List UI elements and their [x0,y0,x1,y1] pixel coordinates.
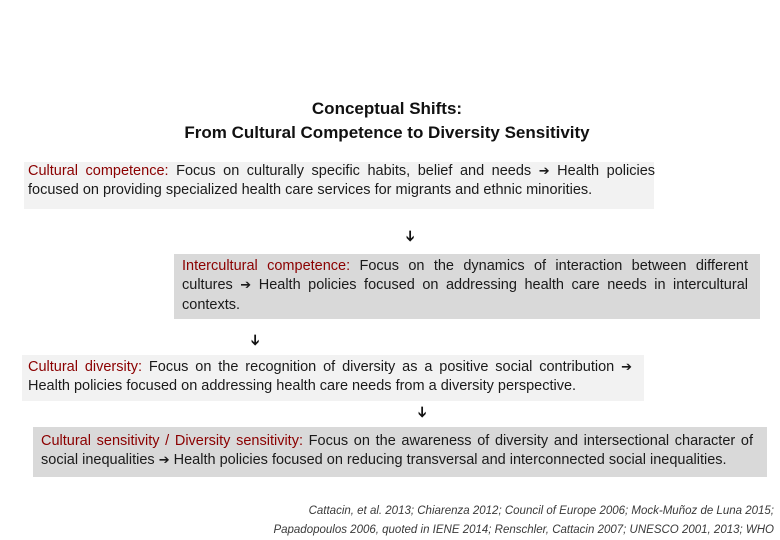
cultural-competence-block [28,162,655,201]
slide-title [0,97,774,145]
block-policy-text: Health policies focused on addressing health care needs from a diversity perspective. [28,378,577,395]
block-heading: Cultural diversity: [28,359,143,375]
title-line-2: From Cultural Competence to Diversity Sensitivity [184,123,590,142]
block-policy-text: Health policies focused on providing specialized health care services for migrants and ethnic minorities. [28,163,656,199]
block-focus-text: Focus on the awareness of diversity and intersectional character of social inequalities [41,433,753,469]
block-focus-text: Focus on culturally specific habits, belief and needs [168,163,539,179]
citation-line-2: Papadopoulos 2006, quoted in IENE 2014; Renschler, Cattacin 2007; UNESCO 2001, 2013; WHO [273,524,774,536]
block-policy-text: Health policies focused on addressing health care needs in intercultural contexts. [182,277,748,313]
right-arrow-icon: ➔ [621,360,632,375]
right-arrow-icon: ➔ [158,453,170,469]
block-focus-text: Focus on the dynamics of interaction between different cultures [182,258,748,294]
citation [214,502,774,540]
cultural-diversity-block [22,355,644,401]
block-heading: Cultural sensitivity / Diversity sensitivity: [41,433,303,449]
title-line-1: Conceptual Shifts: [311,99,463,118]
right-arrow-icon: ➔ [240,278,252,294]
down-arrow-icon: ➔ [246,333,265,347]
citation-line-1: Cattacin, et al. 2013; Chiarenza 2012; Council of Europe 2006; Mock-Muñoz de Luna 2015; [308,505,774,517]
block-policy-text: Health policies focused on reducing transversal and interconnected social inequalities. [169,452,727,469]
block-focus-text: Focus on the recognition of diversity as a positive social contribution [142,359,622,375]
down-arrow-icon: ➔ [413,405,432,419]
intercultural-competence-block [174,254,760,319]
block-heading: Cultural competence: [28,163,169,179]
down-arrow-icon: ➔ [401,229,420,243]
block-heading: Intercultural competence: [182,258,351,274]
diversity-sensitivity-block [33,427,767,477]
right-arrow-icon: ➔ [538,164,550,179]
